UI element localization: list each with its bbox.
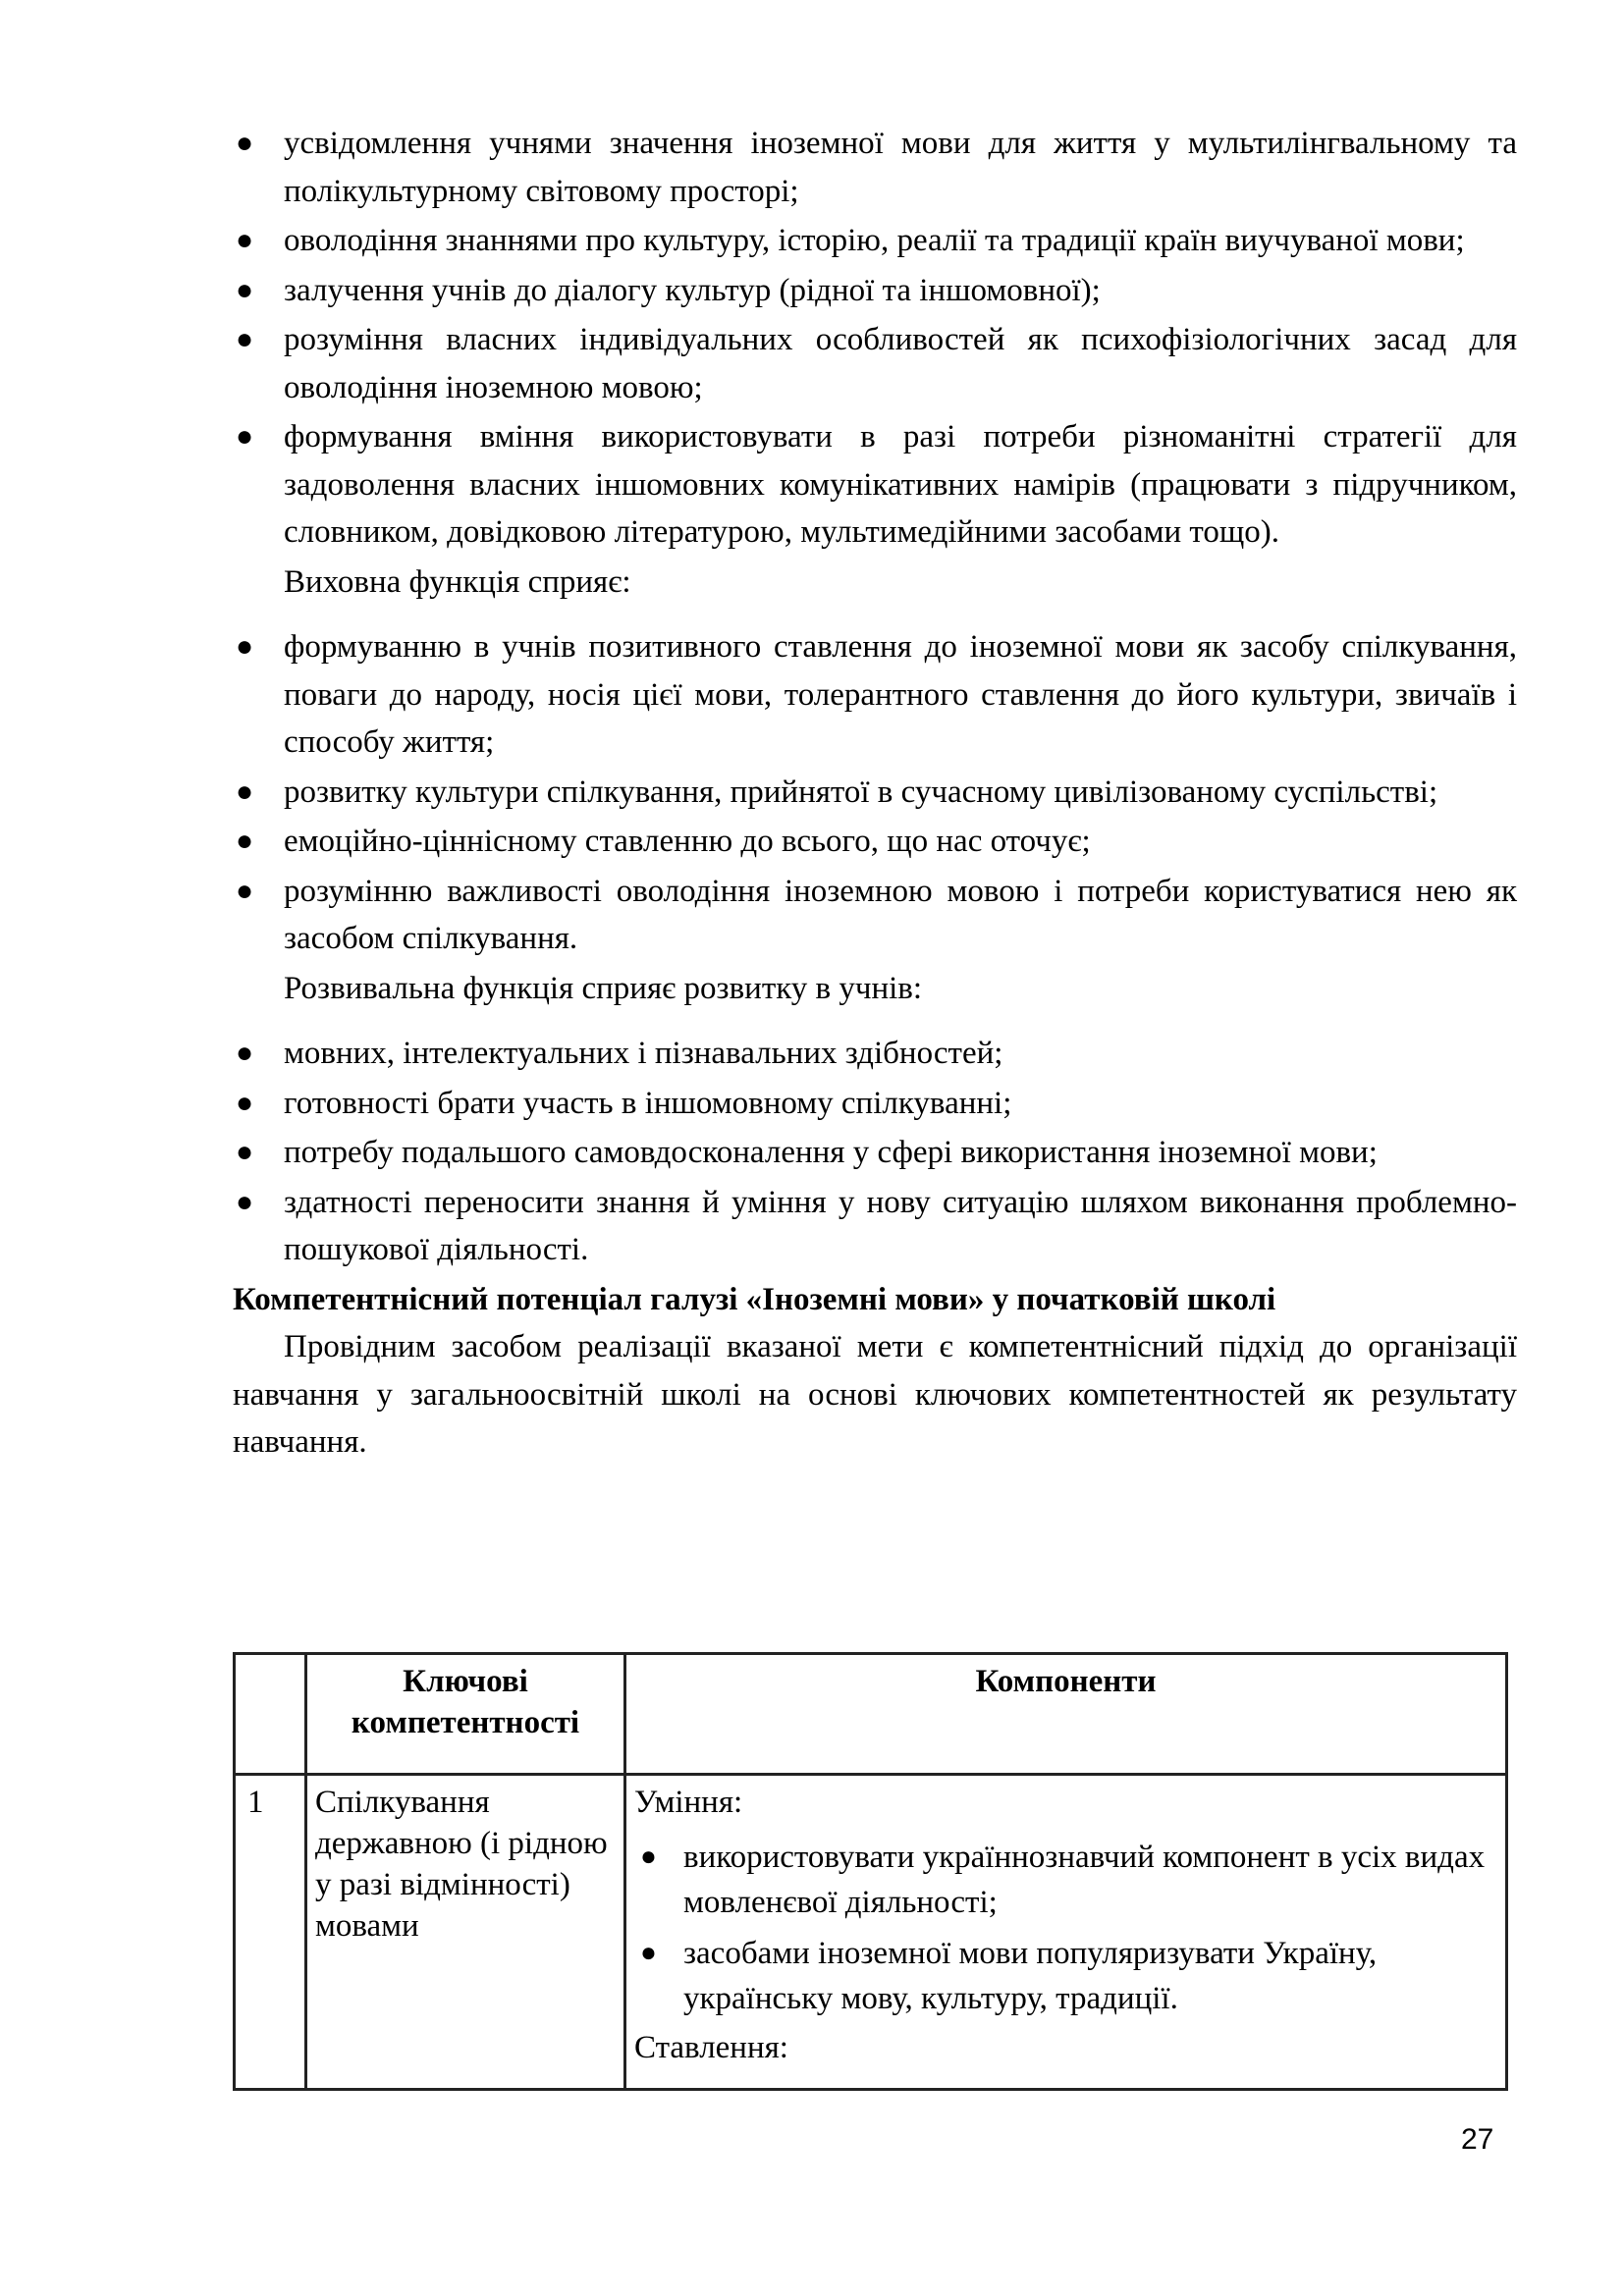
educational-function-intro: Виховна функція сприяє: (284, 563, 631, 600)
bullet-icon: ● (236, 630, 254, 663)
components-cell (625, 1775, 1507, 2090)
list-item: ● готовності брати участь в іншомовному спілкуванні; (233, 1080, 1517, 1128)
list-item: ● засобами іноземної мови популяризувати Україну, українську мову, культуру, традиції. (634, 1931, 1497, 2021)
intro-paragraph: Провідним засобом реалізації вказаної мети є компетентнісний підхід до організації навчання у загальноосвітній школі на основі ключових компетентностей як результату навчання. (233, 1329, 1517, 1460)
list-item: ● формування вміння використовувати в разі потреби різноманітні стратегії для задоволення власних іншомовних комунікативних намірів (працювати з підручником, словником, довідковою літературою, мультимедійними засобами тощо). (233, 413, 1517, 557)
list-item: ● оволодіння знаннями про культуру, історію, реалії та традиції країн виучуваної мови; (233, 217, 1517, 265)
bullet-list-goals (233, 120, 1517, 557)
bullet-icon: ● (236, 1086, 254, 1119)
list-item: ● здатності переносити знання й уміння у нову ситуацію шляхом виконання проблемно-пошукової діяльності. (233, 1179, 1517, 1274)
bullet-icon: ● (640, 1842, 657, 1872)
header-components: Компоненти (625, 1654, 1507, 1775)
key-competency-cell: Спілкування державною (і рідною у разі відмінності) мовами (306, 1775, 625, 2090)
list-item: ● мовних, інтелектуальних і пізнавальних здібностей; (233, 1030, 1517, 1078)
header-key-competencies: Ключові компетентності (306, 1654, 625, 1775)
bullet-icon: ● (236, 420, 254, 453)
competencies-table (233, 1652, 1508, 2091)
list-item: ● емоційно-ціннісному ставленню до всього, що нас оточує; (233, 818, 1517, 866)
list-item: ● розумінню важливості оволодіння іноземною мовою і потреби користуватися нею як засобом спілкування. (233, 868, 1517, 963)
list-item: ● використовувати україннознавчий компонент в усіх видах мовленєвої діяльності; (634, 1835, 1497, 1925)
bullet-icon: ● (236, 127, 254, 159)
developmental-function-intro: Розвивальна функція сприяє розвитку в учнів: (284, 970, 923, 1006)
bullet-icon: ● (236, 224, 254, 256)
bullet-icon: ● (236, 323, 254, 355)
table-header-row (235, 1654, 1507, 1775)
attitude-label: Ставлення: (634, 2030, 788, 2065)
bullet-icon: ● (640, 1938, 657, 1968)
page-number: 27 (1461, 2123, 1494, 2156)
table-row (235, 1775, 1507, 2090)
skills-label: Уміння: (634, 1785, 743, 1820)
bullet-icon: ● (236, 825, 254, 857)
list-item: ● потребу подальшого самовдосконалення у сфері використання іноземної мови; (233, 1129, 1517, 1177)
row-number: 1 (235, 1775, 306, 2090)
list-item: ● залучення учнів до діалогу культур (рідної та іншомовної); (233, 267, 1517, 315)
list-item: ● усвідомлення учнями значення іноземної мови для життя у мультилінгвальному та полікультурному світовому просторі; (233, 120, 1517, 215)
bullet-icon: ● (236, 273, 254, 306)
bullet-icon: ● (236, 874, 254, 907)
skills-list (634, 1835, 1497, 2021)
header-number (235, 1654, 306, 1775)
list-item: ● розуміння власних індивідуальних особливостей як психофізіологічних засад для оволодіння іноземною мовою; (233, 316, 1517, 411)
bullet-icon: ● (236, 1185, 254, 1218)
bullet-icon: ● (236, 1136, 254, 1168)
bullet-icon: ● (236, 774, 254, 808)
page-body (233, 120, 1517, 1467)
list-item: ● розвитку культури спілкування, прийнятої в сучасному цивілізованому суспільстві; (233, 769, 1517, 817)
bullet-icon: ● (236, 1037, 254, 1069)
section-heading: Компетентнісний потенціал галузі «Іноземні мови» у початковій школі (233, 1281, 1276, 1317)
bullet-list-educational (233, 623, 1517, 963)
bullet-list-developmental (233, 1030, 1517, 1274)
list-item: ● формуванню в учнів позитивного ставлення до іноземної мови як засобу спілкування, поваги до народу, носія цієї мови, толерантного ставлення до його культури, звичаїв і способу життя; (233, 623, 1517, 767)
